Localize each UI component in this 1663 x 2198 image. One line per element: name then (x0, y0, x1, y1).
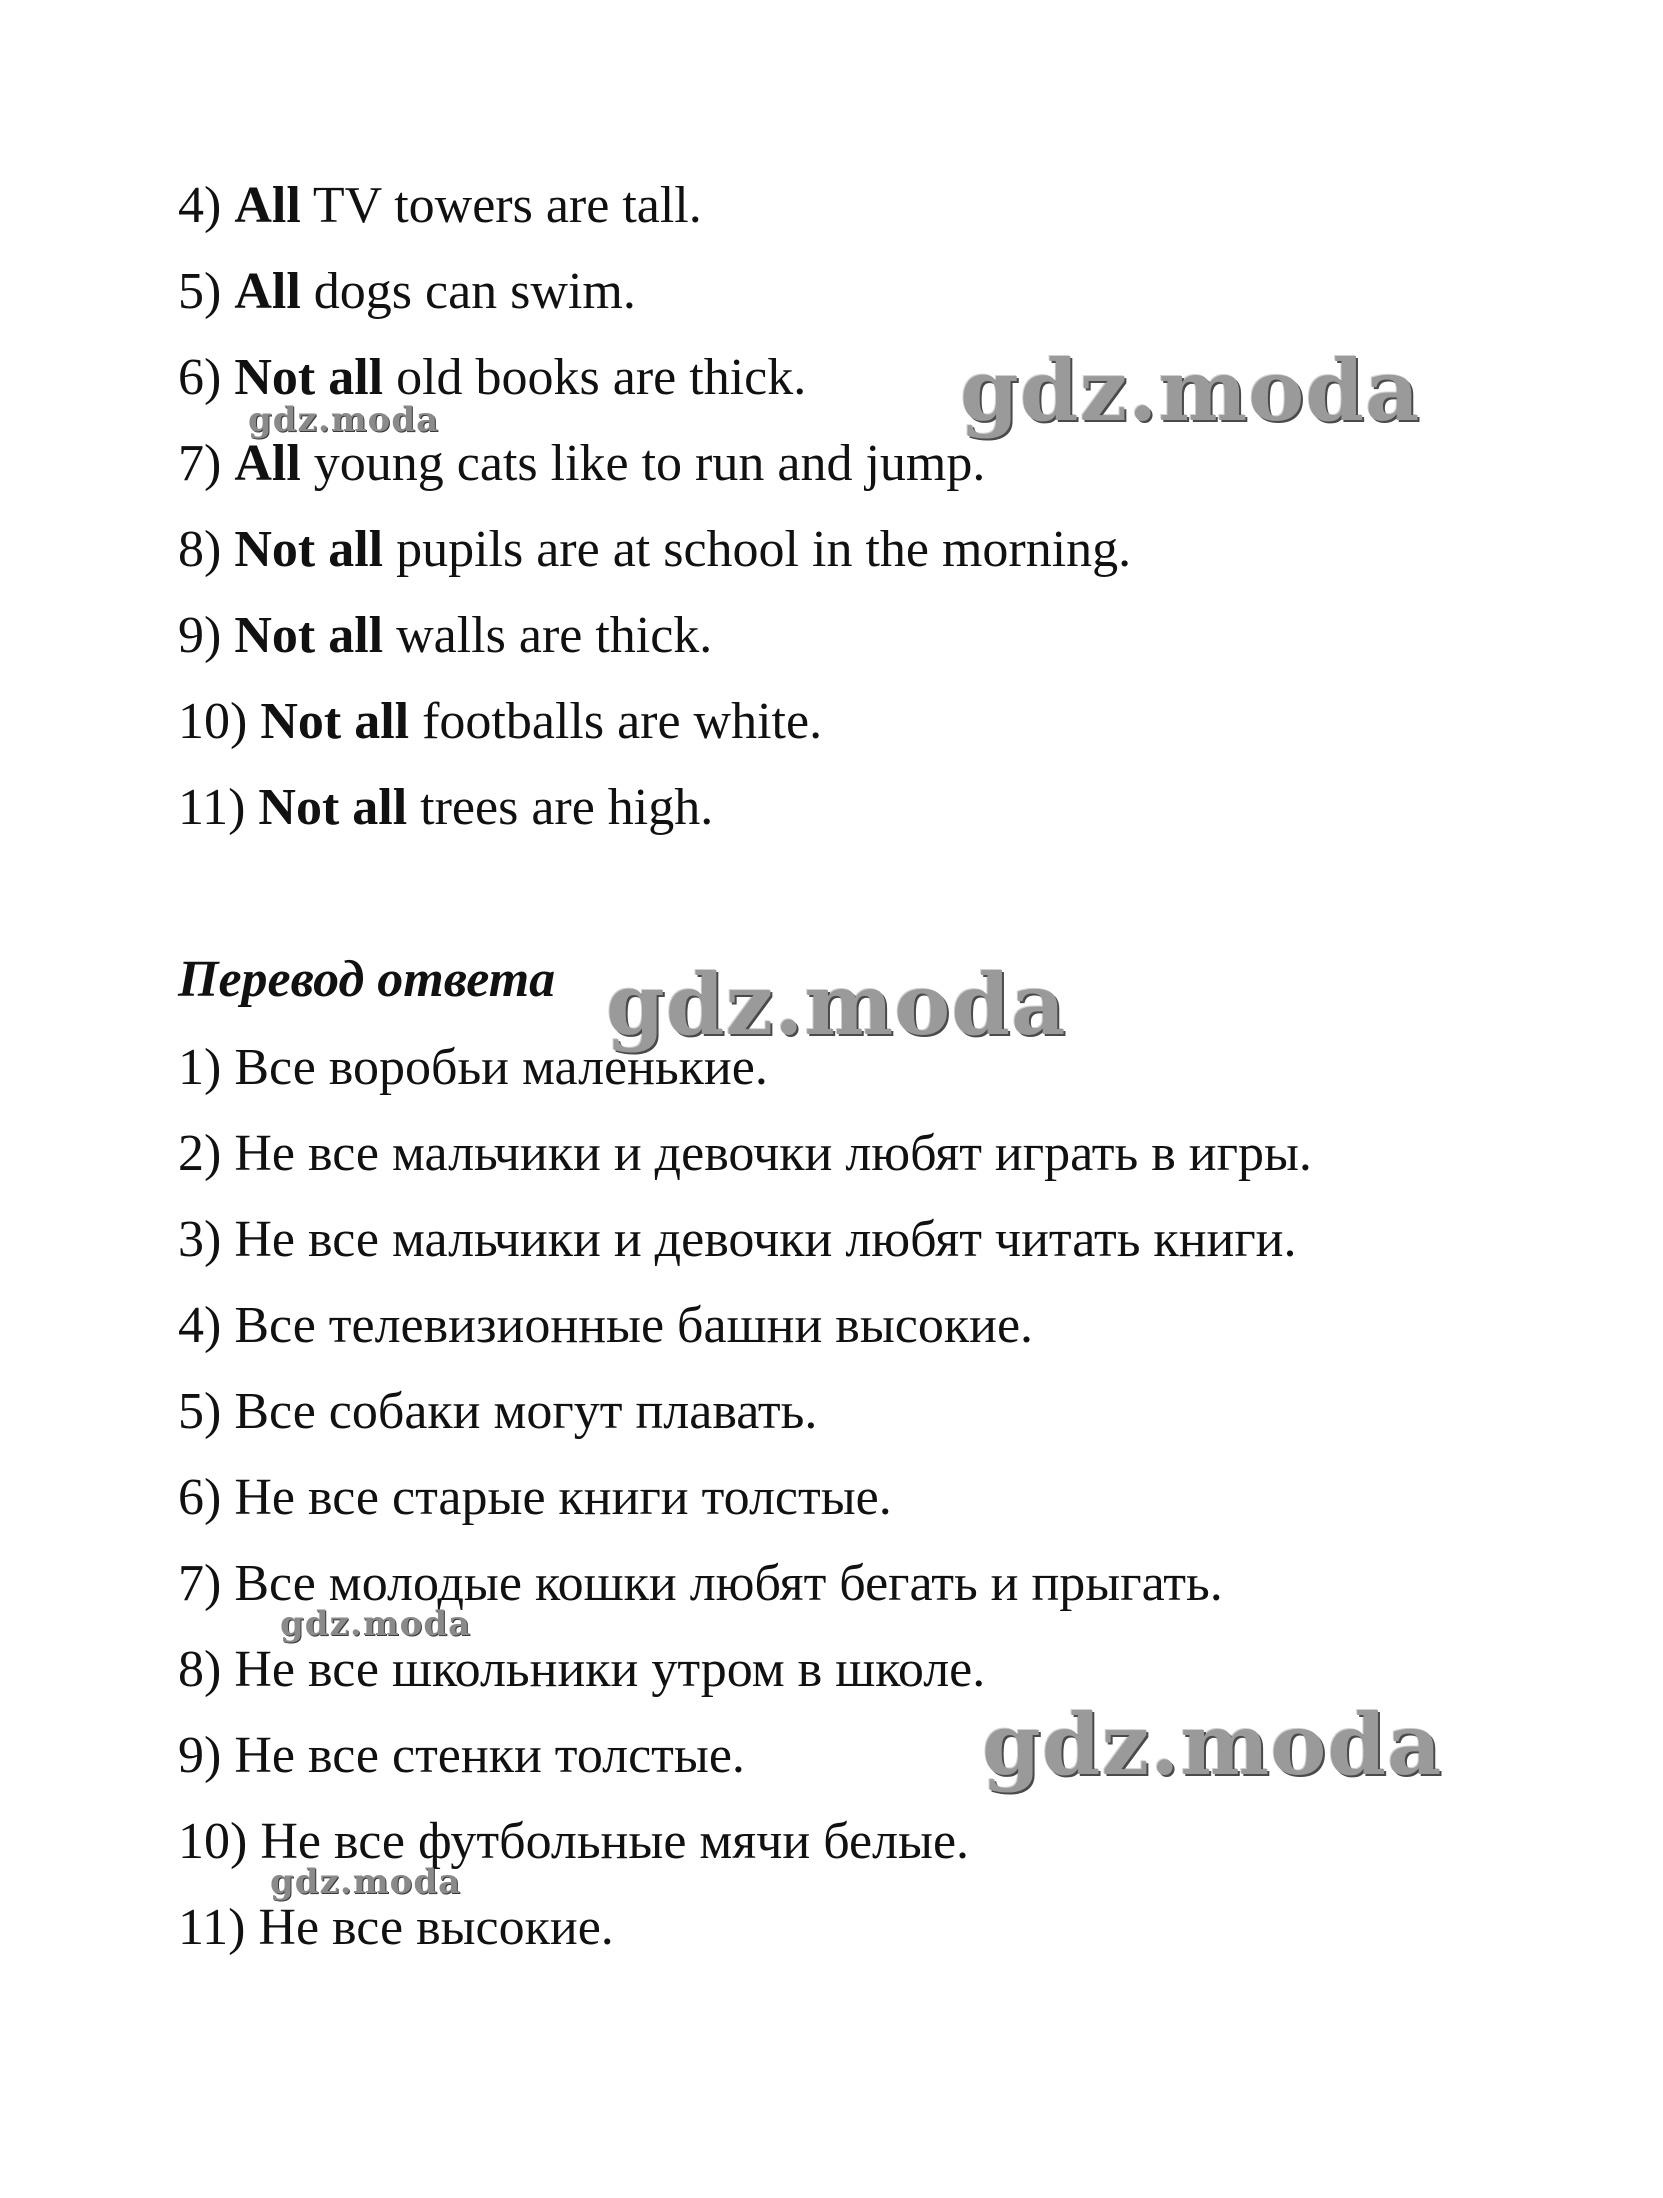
answer-text: pupils are at school in the morning. (396, 521, 1132, 578)
answer-number: 8) (178, 521, 222, 578)
answer-keyword: Not all (234, 349, 384, 406)
answer-number: 7) (178, 435, 222, 492)
answer-line-5 (178, 262, 636, 322)
translation-line-5: 5) Все собаки могут плавать. (178, 1383, 818, 1440)
answer-line-9 (178, 606, 712, 666)
translation-line-6: 6) Не все старые книги толстые. (178, 1469, 892, 1526)
translation-line-11: 11) Не все высокие. (178, 1899, 614, 1956)
answer-number: 6) (178, 349, 222, 406)
translation-line-3: 3) Не все мальчики и девочки любят читать книги. (178, 1211, 1297, 1268)
answer-keyword: Not all (260, 693, 410, 750)
answer-number: 5) (178, 263, 222, 320)
watermark: gdz.moda (270, 1862, 462, 1902)
translation-line-4: 4) Все телевизионные башни высокие. (178, 1297, 1034, 1354)
translation-line-1: 1) Все воробьи маленькие. (178, 1039, 768, 1096)
translation-heading: Перевод ответа (178, 951, 556, 1008)
answer-text: footballs are white. (422, 693, 823, 750)
translation-line-9: 9) Не все стенки толстые. (178, 1727, 745, 1784)
watermark: gdz.moda (280, 1604, 472, 1644)
watermark: gdz.moda (248, 400, 440, 440)
answer-line-8 (178, 520, 1131, 580)
answer-number: 11) (178, 779, 246, 836)
translation-line-2: 2) Не все мальчики и девочки любят играть в игры. (178, 1125, 1312, 1182)
answer-text: old books are thick. (396, 349, 807, 406)
answer-keyword: Not all (234, 521, 384, 578)
answer-line-4 (178, 176, 702, 236)
answer-keyword: Not all (234, 607, 384, 664)
answer-number: 10) (178, 693, 248, 750)
answer-line-10 (178, 692, 822, 752)
answer-keyword: All (234, 177, 301, 234)
translation-line-7: 7) Все молодые кошки любят бегать и прыгать. (178, 1555, 1223, 1612)
translation-line-8: 8) Не все школьники утром в школе. (178, 1641, 986, 1698)
answer-number: 9) (178, 607, 222, 664)
answer-text: walls are thick. (396, 607, 713, 664)
watermark: gdz.moda (982, 1695, 1443, 1794)
answer-text: TV towers are tall. (312, 177, 702, 234)
watermark: gdz.moda (606, 955, 1067, 1054)
answer-text: young cats like to run and jump. (313, 435, 986, 492)
translation-line-10: 10) Не все футбольные мячи белые. (178, 1813, 970, 1870)
answer-line-6 (178, 348, 806, 408)
answer-keyword: All (234, 435, 301, 492)
answer-text: trees are high. (420, 779, 714, 836)
answer-keyword: Not all (258, 779, 408, 836)
answer-line-7 (178, 434, 985, 494)
answer-text: dogs can swim. (313, 263, 636, 320)
answer-line-11 (178, 778, 713, 838)
watermark: gdz.moda (960, 341, 1421, 440)
answer-keyword: All (234, 263, 301, 320)
answer-number: 4) (178, 177, 222, 234)
